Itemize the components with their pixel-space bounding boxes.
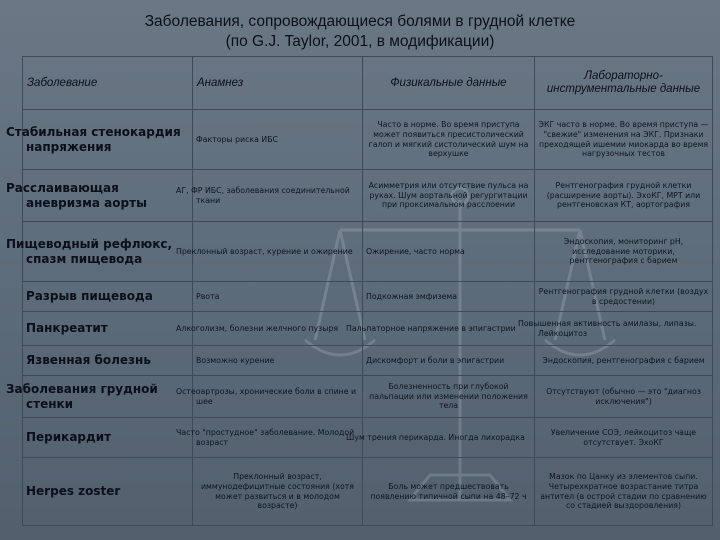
anamnesis-cell: АГ, ФР ИБС, заболевания соединительной ткани	[193, 170, 363, 222]
header-lab: Лабораторно-инструментальные данные	[535, 57, 713, 110]
table-row	[23, 222, 713, 282]
physical-cell: Ожирение, часто норма	[363, 222, 535, 282]
disease-cell: Herpes zoster	[23, 458, 193, 526]
anamnesis-cell: Часто "простудное" заболевание. Молодой возраст	[193, 418, 363, 458]
physical-cell: Подкожная эмфизема	[363, 282, 535, 312]
table-row	[23, 170, 713, 222]
diseases-table	[6, 56, 713, 526]
anamnesis-cell: Остеоартрозы, хронические боли в спине и шее	[193, 376, 363, 418]
lab-cell: Отсутствуют (обычно — это "диагноз исключения")	[535, 376, 713, 418]
title-line-2: (по G.J. Taylor, 2001, в модификации)	[225, 33, 495, 50]
disease-cell: Панкреатит	[23, 312, 193, 346]
header-disease: Заболевание	[23, 57, 193, 110]
table-row	[23, 346, 713, 376]
lab-cell: Эндоскопия, мониторинг pH, исследование моторики, рентгенография с барием	[535, 222, 713, 282]
anamnesis-cell: Преклонный возраст, иммунодефицитные состояния (хотя может развиться и в молодом возрасте)	[193, 458, 363, 526]
table-row	[23, 282, 713, 312]
disease-cell: Язвенная болезнь	[23, 346, 193, 376]
title-line-1: Заболевания, сопровождающиеся болями в грудной клетке	[144, 13, 576, 30]
table-row	[23, 376, 713, 418]
header-physical: Физикальные данные	[363, 57, 535, 110]
physical-cell: Дискомфорт и боли в эпигастрии	[363, 346, 535, 376]
physical-cell: Боль может предшествовать появлению типичной сыпи на 48–72 ч	[363, 458, 535, 526]
page-title	[0, 12, 720, 52]
disease-cell: Разрыв пищевода	[23, 282, 193, 312]
disease-cell: Стабильная стенокардия напряжения	[23, 110, 193, 170]
lab-cell: Повышенная активность амилазы, липазы. Лейкоцитоз	[535, 312, 713, 346]
anamnesis-cell: Алкоголизм, болезни желчного пузыря	[193, 312, 363, 346]
physical-cell: Болезненность при глубокой пальпации или изменении положения тела	[363, 376, 535, 418]
lab-cell: Мазок по Цанку из элементов сыпи. Четырехкратное возрастание титра антител (в острой стадии по сравнению со стадией выздоровления)	[535, 458, 713, 526]
table-header-row	[23, 57, 713, 110]
disease-cell: Заболевания грудной стенки	[23, 376, 193, 418]
anamnesis-cell: Преклонный возраст, курение и ожирение	[193, 222, 363, 282]
disease-cell: Перикардит	[23, 418, 193, 458]
lab-cell: Рентгенография грудной клетки (расширение аорты). ЭхоКГ, МРТ или рентгеновская КТ, аортография	[535, 170, 713, 222]
anamnesis-cell: Рвота	[193, 282, 363, 312]
physical-cell: Часто в норме. Во время приступа может появиться пресистолический галоп и мягкий систолический шум на верхушке	[363, 110, 535, 170]
disease-cell: Пищеводный рефлюкс, спазм пищевода	[23, 222, 193, 282]
table-row	[23, 458, 713, 526]
physical-cell: Шум трения перикарда. Иногда лихорадка	[363, 418, 535, 458]
physical-cell: Пальпаторное напряжение в эпигастрии	[363, 312, 535, 346]
table-row	[23, 312, 713, 346]
lab-cell: Увеличение СОЭ, лейкоцитоз чаще отсутствует. ЭхоКГ	[535, 418, 713, 458]
lab-cell: Эндоскопия, рентгенография с барием	[535, 346, 713, 376]
lab-cell: Рентгенография грудной клетки (воздух в средостении)	[535, 282, 713, 312]
header-anamnesis: Анамнез	[193, 57, 363, 110]
disease-cell: Расслаивающая аневризма аорты	[23, 170, 193, 222]
table-row	[23, 418, 713, 458]
anamnesis-cell: Факторы риска ИБС	[193, 110, 363, 170]
lab-cell: ЭКГ часто в норме. Во время приступа — "свежие" изменения на ЭКГ. Признаки преходящей ишемии миокарда во время нагрузочных тестов	[535, 110, 713, 170]
table-row	[23, 110, 713, 170]
physical-cell: Асимметрия или отсутствие пульса на руках. Шум аортальной регургитации при проксимальном расслоении	[363, 170, 535, 222]
anamnesis-cell: Возможно курение	[193, 346, 363, 376]
